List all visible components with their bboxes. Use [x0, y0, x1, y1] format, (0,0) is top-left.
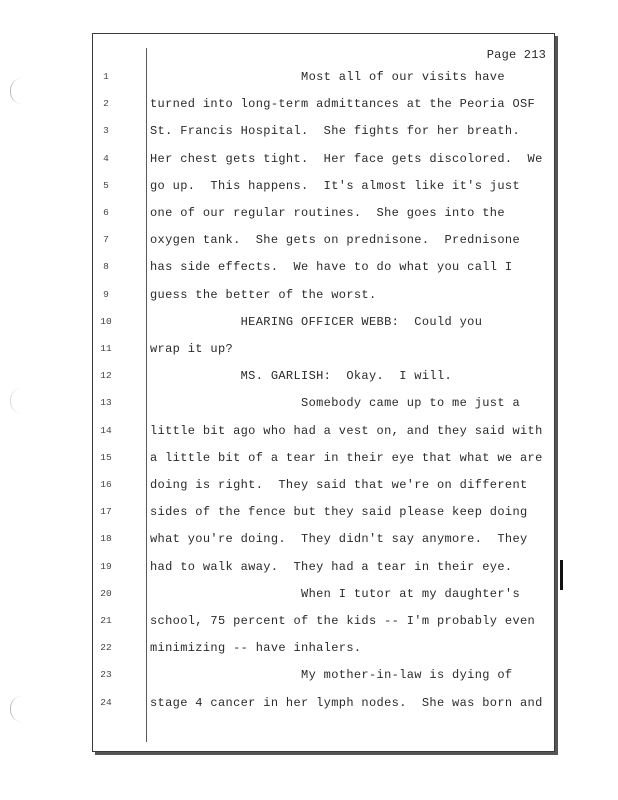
transcript-line: Most all of our visits have: [150, 70, 505, 84]
line-number: 6: [103, 207, 109, 218]
transcript-line: stage 4 cancer in her lymph nodes. She was born and: [150, 695, 543, 710]
line-number: 7: [103, 234, 109, 246]
line-number: 1: [103, 71, 109, 82]
line-number: 11: [100, 343, 112, 354]
transcript-line: MS. GARLISH: Okay. I will.: [150, 369, 453, 384]
line-number: 13: [100, 397, 112, 409]
transcript-line: St. Francis Hospital. She fights for her breath.: [150, 124, 521, 139]
line-number: 8: [103, 261, 109, 273]
line-number: 24: [100, 696, 112, 708]
line-number: 18: [100, 533, 112, 545]
margin-mark: [560, 560, 563, 590]
transcript-line: HEARING OFFICER WEBB: Could you: [150, 314, 483, 329]
line-number: 19: [100, 560, 112, 572]
line-number: 2: [103, 98, 109, 110]
line-number: 12: [100, 370, 112, 382]
transcript-line: Her chest gets tight. Her face gets discolored. We: [150, 151, 543, 166]
line-number: 16: [100, 479, 112, 490]
transcript-line: little bit ago who had a vest on, and they said with: [150, 423, 543, 438]
transcript-line: guess the better of the worst.: [150, 287, 377, 302]
line-number: 21: [100, 615, 112, 626]
transcript-line: one of our regular routines. She goes into the: [150, 206, 505, 220]
line-number: 15: [100, 451, 112, 463]
line-number: 23: [100, 669, 112, 681]
transcript-line: what you're doing. They didn't say anymore. They: [150, 532, 528, 547]
line-number: 4: [103, 152, 109, 164]
transcript-line: wrap it up?: [150, 342, 234, 356]
line-number: 20: [100, 587, 112, 599]
punch-hole-top: [10, 78, 25, 104]
line-number: 3: [103, 125, 109, 137]
transcript-line: doing is right. They said that we're on different: [150, 478, 528, 492]
line-number: 14: [100, 424, 112, 436]
transcript-line: turned into long-term admittances at the Peoria OSF: [150, 97, 536, 112]
transcript-line: has side effects. We have to do what you call I: [150, 260, 513, 275]
transcript-line: When I tutor at my daughter's: [150, 586, 521, 601]
punch-hole-bottom: [10, 696, 25, 722]
transcript-line: Somebody came up to me just a: [150, 396, 521, 411]
line-number: 5: [103, 179, 109, 191]
line-number: 22: [100, 642, 112, 654]
transcript-line: minimizing -- have inhalers.: [150, 641, 362, 656]
punch-hole-middle: [10, 388, 25, 414]
line-number-rule: [146, 48, 147, 742]
transcript-line: oxygen tank. She gets on prednisone. Prednisone: [150, 233, 521, 248]
transcript-line: My mother-in-law is dying of: [150, 668, 513, 683]
line-number: 10: [100, 315, 112, 327]
line-number: 9: [103, 288, 109, 300]
line-number: 17: [100, 506, 112, 518]
transcript-line: go up. This happens. It's almost like it's just: [150, 178, 521, 193]
page-number: Page 213: [486, 48, 546, 62]
transcript-line: had to walk away. They had a tear in their eye.: [150, 559, 513, 574]
transcript-line: school, 75 percent of the kids -- I'm probably even: [150, 614, 536, 628]
transcript-line: sides of the fence but they said please keep doing: [150, 505, 528, 520]
transcript-line: a little bit of a tear in their eye that what we are: [150, 450, 543, 465]
